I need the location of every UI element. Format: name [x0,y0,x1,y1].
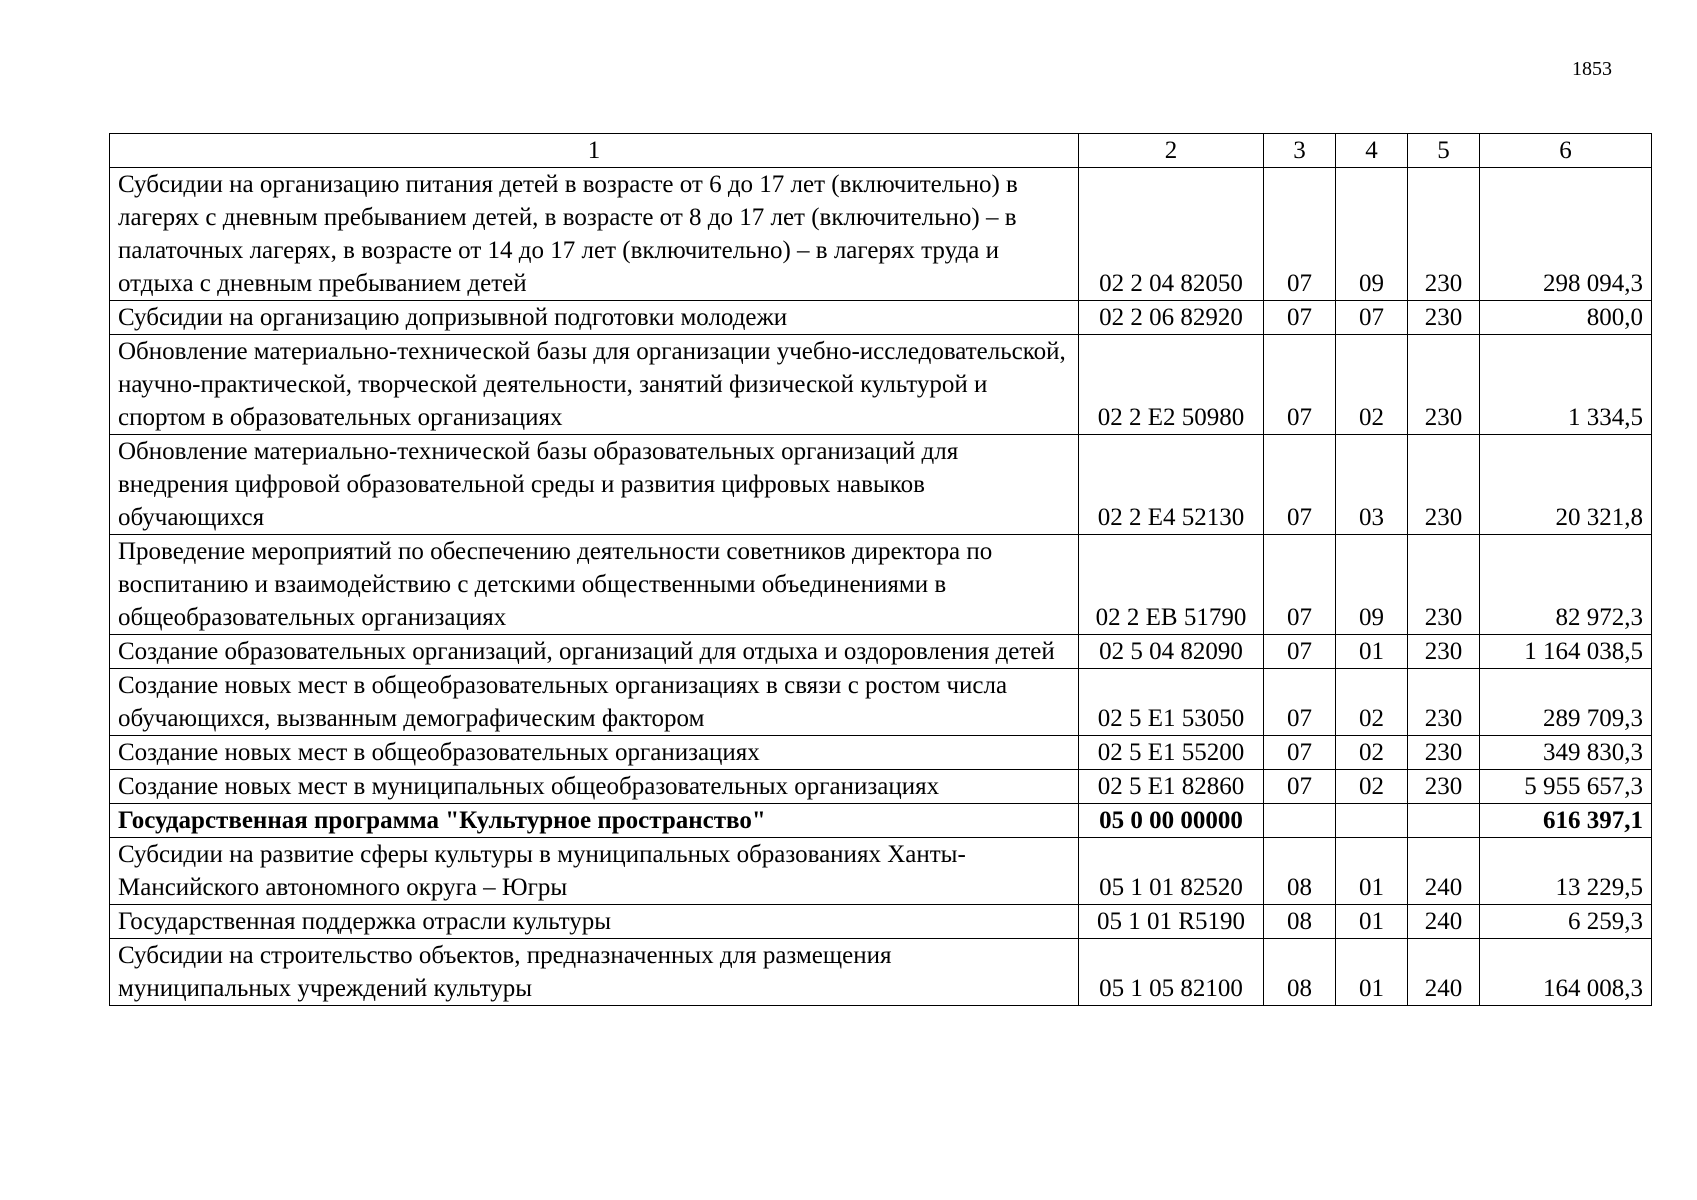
row-sum-cell: 164 008,3 [1480,939,1652,1006]
budget-table [109,133,1652,1006]
row-type-cell: 230 [1408,168,1480,301]
table-row [110,939,1652,1006]
row-sum-cell: 800,0 [1480,301,1652,335]
row-subsection-cell: 01 [1336,635,1408,669]
row-code-cell: 05 1 05 82100 [1079,939,1264,1006]
row-type-cell: 230 [1408,435,1480,535]
table-row [110,635,1652,669]
table-row [110,770,1652,804]
row-code-cell: 02 5 Е1 82860 [1079,770,1264,804]
row-code-cell: 05 0 00 00000 [1079,804,1264,838]
row-code-cell: 02 5 04 82090 [1079,635,1264,669]
header-cell: 5 [1408,134,1480,168]
row-sum-cell: 6 259,3 [1480,905,1652,939]
row-name-cell: Проведение мероприятий по обеспечению деятельности советников директора по воспитанию и взаимодействию с детскими общественными объединениями в общеобразовательных организациях [110,535,1079,635]
row-type-cell: 230 [1408,669,1480,736]
row-subsection-cell: 02 [1336,736,1408,770]
row-section-cell: 07 [1264,168,1336,301]
row-type-cell: 230 [1408,335,1480,435]
row-type-cell: 230 [1408,736,1480,770]
row-code-cell: 02 2 04 82050 [1079,168,1264,301]
row-type-cell: 240 [1408,905,1480,939]
table-row [110,804,1652,838]
row-sum-cell: 82 972,3 [1480,535,1652,635]
table-row [110,435,1652,535]
row-section-cell: 07 [1264,736,1336,770]
row-type-cell: 230 [1408,635,1480,669]
row-name-cell: Создание новых мест в общеобразовательных организациях [110,736,1079,770]
row-section-cell: 07 [1264,435,1336,535]
row-type-cell: 240 [1408,838,1480,905]
row-sum-cell: 1 334,5 [1480,335,1652,435]
table-row [110,168,1652,301]
row-subsection-cell: 02 [1336,335,1408,435]
row-subsection-cell: 07 [1336,301,1408,335]
row-name-cell: Обновление материально-технической базы для организации учебно-исследовательской, научно-практической, творческой деятельности, занятий физической культурой и спортом в образовательных организациях [110,335,1079,435]
row-type-cell: 240 [1408,939,1480,1006]
row-subsection-cell: 09 [1336,168,1408,301]
row-subsection-cell: 09 [1336,535,1408,635]
row-code-cell: 05 1 01 R5190 [1079,905,1264,939]
row-sum-cell: 616 397,1 [1480,804,1652,838]
row-section-cell: 08 [1264,939,1336,1006]
row-code-cell: 02 2 06 82920 [1079,301,1264,335]
row-name-cell: Создание новых мест в общеобразовательных организациях в связи с ростом числа обучающихся, вызванным демографическим фактором [110,669,1079,736]
row-subsection-cell: 02 [1336,770,1408,804]
table-row [110,736,1652,770]
header-cell: 4 [1336,134,1408,168]
row-type-cell: 230 [1408,535,1480,635]
row-name-cell: Создание новых мест в муниципальных общеобразовательных организациях [110,770,1079,804]
row-name-cell: Субсидии на развитие сферы культуры в муниципальных образованиях Ханты-Мансийского автономного округа – Югры [110,838,1079,905]
table-row [110,335,1652,435]
row-code-cell: 02 2 Е2 50980 [1079,335,1264,435]
row-section-cell [1264,804,1336,838]
row-section-cell: 07 [1264,335,1336,435]
row-subsection-cell [1336,804,1408,838]
row-name-cell: Государственная программа "Культурное пространство" [110,804,1079,838]
page-number: 1853 [1572,58,1612,80]
row-subsection-cell: 01 [1336,905,1408,939]
table-row [110,838,1652,905]
row-type-cell: 230 [1408,301,1480,335]
row-sum-cell: 13 229,5 [1480,838,1652,905]
row-name-cell: Обновление материально-технической базы образовательных организаций для внедрения цифровой образовательной среды и развития цифровых навыков обучающихся [110,435,1079,535]
row-name-cell: Субсидии на строительство объектов, предназначенных для размещения муниципальных учреждений культуры [110,939,1079,1006]
row-sum-cell: 298 094,3 [1480,168,1652,301]
row-section-cell: 07 [1264,669,1336,736]
row-subsection-cell: 01 [1336,838,1408,905]
row-sum-cell: 20 321,8 [1480,435,1652,535]
row-subsection-cell: 03 [1336,435,1408,535]
row-section-cell: 07 [1264,635,1336,669]
header-cell: 2 [1079,134,1264,168]
row-section-cell: 07 [1264,770,1336,804]
row-type-cell [1408,804,1480,838]
row-sum-cell: 289 709,3 [1480,669,1652,736]
row-sum-cell: 1 164 038,5 [1480,635,1652,669]
table-row [110,669,1652,736]
header-cell: 6 [1480,134,1652,168]
row-section-cell: 08 [1264,838,1336,905]
row-subsection-cell: 02 [1336,669,1408,736]
row-code-cell: 02 5 Е1 53050 [1079,669,1264,736]
row-name-cell: Субсидии на организацию питания детей в возрасте от 6 до 17 лет (включительно) в лагерях с дневным пребыванием детей, в возрасте от 8 до 17 лет (включительно) – в палаточных лагерях, в возрасте от 14 до 17 лет (включительно) – в лагерях труда и отдыха с дневным пребыванием детей [110,168,1079,301]
row-code-cell: 02 5 Е1 55200 [1079,736,1264,770]
table-row [110,535,1652,635]
row-name-cell: Создание образовательных организаций, организаций для отдыха и оздоровления детей [110,635,1079,669]
row-type-cell: 230 [1408,770,1480,804]
row-sum-cell: 349 830,3 [1480,736,1652,770]
row-sum-cell: 5 955 657,3 [1480,770,1652,804]
row-section-cell: 07 [1264,301,1336,335]
row-section-cell: 07 [1264,535,1336,635]
row-code-cell: 02 2 Е4 52130 [1079,435,1264,535]
table-row [110,905,1652,939]
row-section-cell: 08 [1264,905,1336,939]
row-name-cell: Субсидии на организацию допризывной подготовки молодежи [110,301,1079,335]
table-header-row [110,134,1652,168]
header-cell: 1 [110,134,1079,168]
row-code-cell: 02 2 ЕВ 51790 [1079,535,1264,635]
row-subsection-cell: 01 [1336,939,1408,1006]
header-cell: 3 [1264,134,1336,168]
table-row [110,301,1652,335]
row-name-cell: Государственная поддержка отрасли культуры [110,905,1079,939]
row-code-cell: 05 1 01 82520 [1079,838,1264,905]
